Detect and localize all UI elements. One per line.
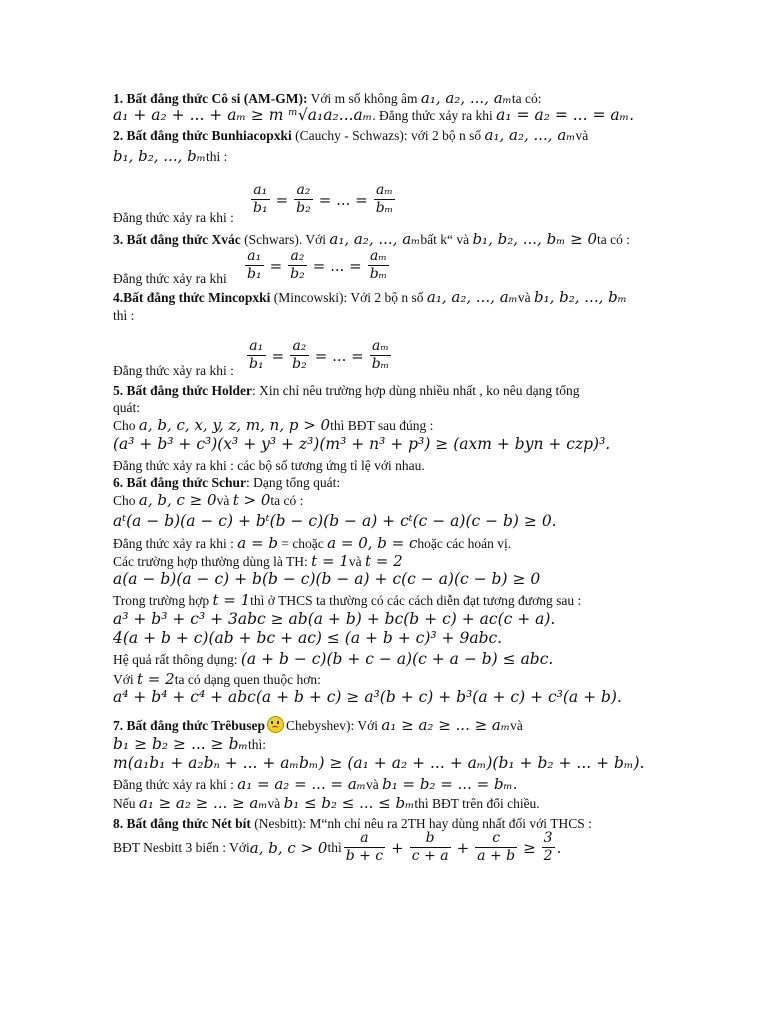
s8-title: 8. Bất đẳng thức Nét bít <box>113 816 251 831</box>
s6-va2: và <box>348 554 365 569</box>
s7-va2: và <box>365 777 383 792</box>
s6-thcs-pre: Trong trường hợp <box>113 593 213 608</box>
s4-intro: (Mincowski): Với 2 bộ n số <box>270 290 427 305</box>
s6-line12 <box>113 689 622 706</box>
smiley-face-icon <box>267 716 284 733</box>
s5-cho: Cho <box>113 418 139 433</box>
s6-line5 <box>113 553 403 570</box>
s6-formula-t1: a(a − b)(a − c) + b(b − c)(b − a) + c(c − a)(c − b) ≥ 0 <box>113 570 541 588</box>
s3-eq-text: Đẳng thức xảy ra khi <box>113 271 227 286</box>
s2-vars-b: b₁, b₂, ..., bₘ <box>113 147 206 165</box>
s1-after: ta có: <box>511 91 542 106</box>
s6-line4 <box>113 535 511 552</box>
s1-intro: Với m số không âm <box>307 91 421 106</box>
s7-va: và <box>510 718 523 733</box>
s3-line1 <box>113 231 630 248</box>
s3-after: ta có : <box>597 232 631 247</box>
s2-title: 2. Bất đẳng thức Bunhiacopxki <box>113 128 292 143</box>
s6-cond: a, b, c ≥ 0 <box>138 491 217 509</box>
s4-frac-1: $\frac{\text{a₁}}{\text{b₁}}$ <box>249 338 264 372</box>
s2-equality-fractions: $\frac{\text{a₁}}{\text{b₁}}$ = $\frac{\text{a₂}}{\text{b₂}}$ = ... = $\frac{\text{aₘ}}{\text{bₘ}}$ <box>253 182 394 216</box>
s6-eq-text: Đẳng thức xảy ra khi : <box>113 536 238 551</box>
s6-line9 <box>113 630 502 647</box>
s7-neu-c1: a₁ ≥ a₂ ≥ ... ≥ aₘ <box>138 794 268 812</box>
s2-va: và <box>575 128 589 143</box>
s8-nesbitt-line: BĐT Nesbitt 3 biến : Vớia, b, c > 0thì $\frac{a}{b + c}$ + $\frac{b}{c + a}$ + $\frac{c}{a + b}$ ≥ $\frac{3}{2}$ . <box>113 830 562 864</box>
s6-t2: t = 2 <box>364 552 403 570</box>
s4-frac-m: $\frac{\text{aₘ}}{\text{bₘ}}$ <box>371 338 390 372</box>
s6-va: và <box>216 493 233 508</box>
s7-thi: thì: <box>248 737 267 752</box>
s7-line4 <box>113 776 518 793</box>
s6-thcs-post: thì ở THCS ta thường có các cách diễn đạt tương đương sau : <box>250 593 582 608</box>
s1-eq-text: . Đẳng thức xảy ra khi <box>372 108 497 123</box>
s6-he-qua: Hệ quả rất thông dụng: <box>113 652 241 667</box>
s7-eq2: b₁ = b₂ = ... = bₘ. <box>382 775 518 793</box>
s1-vars: a₁, a₂, ..., aₘ <box>420 89 512 107</box>
s8-intro: (Nesbitt): M“nh chỉ nêu ra 2TH hay dùng nhất đối với THCS : <box>250 816 592 831</box>
s7-neu-c2: b₁ ≤ b₂ ≤ ... ≤ bₘ <box>283 794 415 812</box>
s6-line7 <box>113 592 581 609</box>
s3-frac-1: $\frac{\text{a₁}}{\text{b₁}}$ <box>247 248 262 282</box>
s2-frac-2: $\frac{\text{a₂}}{\text{b₂}}$ <box>296 182 311 216</box>
s6-intro: : Dạng tổng quát: <box>246 475 341 490</box>
s7-va3: và <box>267 796 284 811</box>
s6-he-qua-formula: (a + b − c)(b + c − a)(c + a − b) ≤ abc. <box>240 650 554 668</box>
s5-line1 <box>113 382 580 399</box>
s6-cho: Cho <box>113 493 139 508</box>
s8-frac-3: $\frac{c}{a + b}$ <box>477 830 516 864</box>
s6-cond2: t > 0 <box>232 491 271 509</box>
s6-thcs-t: t = 1 <box>212 591 251 609</box>
s5-line3 <box>113 417 433 434</box>
s3-vars-a: a₁, a₂, ..., aₘ <box>329 230 421 248</box>
s8-label: BĐT Nesbitt 3 biến : Với <box>113 839 250 855</box>
s2-thi: thi : <box>205 149 228 164</box>
s3-mid: bất k“ và <box>420 232 473 247</box>
s4-vars-b: b₁, b₂, ..., bₘ <box>533 288 627 306</box>
s4-frac-2: $\frac{\text{a₂}}{\text{b₂}}$ <box>292 338 307 372</box>
s2-intro: (Cauchy - Schwazs): với 2 bộ n số <box>291 128 485 143</box>
s7-cond: a₁ ≥ a₂ ≥ ... ≥ aₘ <box>381 716 511 734</box>
s1-title: 1. Bất đẳng thức Cô si (AM-GM): <box>113 91 308 106</box>
s6-title: 6. Bất đẳng thức Schur <box>113 475 246 490</box>
s4-va: và <box>517 290 534 305</box>
s6-line1 <box>113 474 340 491</box>
s2-line2 <box>113 148 227 165</box>
s7-neu-after: thì BĐT trên đổi chiều. <box>414 796 540 811</box>
s6-eq-a: a³ + b³ + c³ + 3abc ≥ ab(a + b) + bc(b + c) + ac(c + a). <box>113 610 556 628</box>
s5-title: 5. Bất đẳng thức Holder <box>113 383 252 398</box>
s7-eq1: a₁ = a₂ = ... = aₘ <box>237 775 366 793</box>
s2-frac-m: $\frac{\text{aₘ}}{\text{bₘ}}$ <box>375 182 394 216</box>
s5-eq-text: Đẳng thức xảy ra khi : các bộ số tương ứng tỉ lệ với nhau. <box>113 458 425 473</box>
s5-intro: : Xin chỉ nêu trường hợp dùng nhiều nhất , ko nêu dạng tổng <box>251 383 580 398</box>
s8-cond: a, b, c > 0 <box>249 838 328 857</box>
s6-line8 <box>113 611 555 628</box>
s2-line1 <box>113 127 588 144</box>
s1-formula: a₁ + a₂ + ... + aₘ ≥ m ᵐ√a₁a₂...aₘ <box>113 106 373 124</box>
s6-hoan-vi: hoặc các hoán vị. <box>417 536 512 551</box>
s3-title: 3. Bất đẳng thức Xvác <box>113 232 241 247</box>
s6-line3 <box>113 513 557 530</box>
s6-voi: Với <box>113 672 138 687</box>
s5-formula: (a³ + b³ + c³)(x³ + y³ + z³)(m³ + n³ + p³) ≥ (axm + byn + czp)³. <box>113 435 611 453</box>
s7-cond2: b₁ ≥ b₂ ≥ ... ≥ bₘ <box>113 735 249 753</box>
s7-intro: Chebyshev): Với <box>286 718 382 733</box>
s5-line4 <box>113 436 610 453</box>
s3-frac-2: $\frac{\text{a₂}}{\text{b₂}}$ <box>290 248 305 282</box>
s7-line5 <box>113 795 540 812</box>
s4-vars-a: a₁, a₂, ..., aₘ <box>426 288 518 306</box>
s6-line2 <box>113 492 303 509</box>
s2-frac-1: $\frac{\text{a₁}}{\text{b₁}}$ <box>253 182 268 216</box>
s5-cond-after: thì BĐT sau đúng : <box>330 418 434 433</box>
s6-line10 <box>113 651 553 668</box>
s6-hoac: = choặc <box>277 536 328 551</box>
s7-line1 <box>113 716 523 734</box>
s4-title: 4.Bất đẳng thức Mincopxki <box>113 290 271 305</box>
s8-frac-1: $\frac{a}{b + c}$ <box>345 830 384 864</box>
s2-eq-text: Đẳng thức xảy ra khi : <box>113 210 234 225</box>
s1-line1 <box>113 90 541 107</box>
s6-after: ta có : <box>270 493 304 508</box>
s2-vars-a: a₁, a₂, ..., aₘ <box>484 126 576 144</box>
s4-line1 <box>113 289 627 306</box>
s4-thi: thì : <box>113 308 135 323</box>
s1-line2 <box>113 107 634 124</box>
s7-eq-text: Đẳng thức xảy ra khi : <box>113 777 238 792</box>
s6-eq2: a = 0, b = c <box>327 534 418 552</box>
s8-frac-2: $\frac{b}{c + a}$ <box>411 830 449 864</box>
s7-line3 <box>113 755 644 772</box>
s8-frac-4: $\frac{3}{2}$ <box>543 830 553 864</box>
s7-line2 <box>113 736 266 753</box>
s6-t2b: t = 2 <box>137 670 175 688</box>
s7-neu: Nếu <box>113 796 139 811</box>
s6-voi-after: ta có dạng quen thuộc hơn: <box>174 672 321 687</box>
s6-line6 <box>113 571 540 588</box>
s3-vars-b: b₁, b₂, ..., bₘ ≥ 0 <box>472 230 598 248</box>
s6-formula: aᵗ(a − b)(a − c) + bᵗ(b − c)(b − a) + cᵗ(c − a)(c − b) ≥ 0. <box>113 512 557 530</box>
s3-equality-fractions: $\frac{\text{a₁}}{\text{b₁}}$ = $\frac{\text{a₂}}{\text{b₂}}$ = ... = $\frac{\text{aₘ}}{\text{bₘ}}$ <box>247 248 388 282</box>
s6-common: Các trường hợp thường dùng là TH: <box>113 554 312 569</box>
s1-eq-cond: a₁ = a₂ = ... = aₘ. <box>496 106 635 124</box>
s7-formula: m(a₁b₁ + a₂bₙ + ... + aₘbₘ) ≥ (a₁ + a₂ + ... + aₘ)(b₁ + b₂ + ... + bₘ). <box>113 754 645 772</box>
s6-t1: t = 1 <box>311 552 349 570</box>
s3-intro: (Schwars). Với <box>240 232 330 247</box>
s5-cond: a, b, c, x, y, z, m, n, p > 0 <box>138 416 331 434</box>
s6-formula-t2: a⁴ + b⁴ + c⁴ + abc(a + b + c) ≥ a³(b + c) + b³(a + c) + c³(a + b). <box>113 688 622 706</box>
s3-frac-m: $\frac{\text{aₘ}}{\text{bₘ}}$ <box>369 248 388 282</box>
s6-line11 <box>113 671 321 688</box>
s8-thi: thì <box>327 839 342 855</box>
s6-eq-b: 4(a + b + c)(ab + bc + ac) ≤ (a + b + c)³ + 9abc. <box>113 629 503 647</box>
s4-eq-text: Đẳng thức xảy ra khi : <box>113 363 234 378</box>
s4-equality-fractions: $\frac{\text{a₁}}{\text{b₁}}$ = $\frac{\text{a₂}}{\text{b₂}}$ = ... = $\frac{\text{aₘ}}{\text{bₘ}}$ <box>249 338 390 372</box>
s7-title: 7. Bất đẳng thức Trêbusep <box>113 718 266 733</box>
s6-eq1: a = b <box>237 534 278 552</box>
s5-intro2: quát: <box>113 400 140 415</box>
